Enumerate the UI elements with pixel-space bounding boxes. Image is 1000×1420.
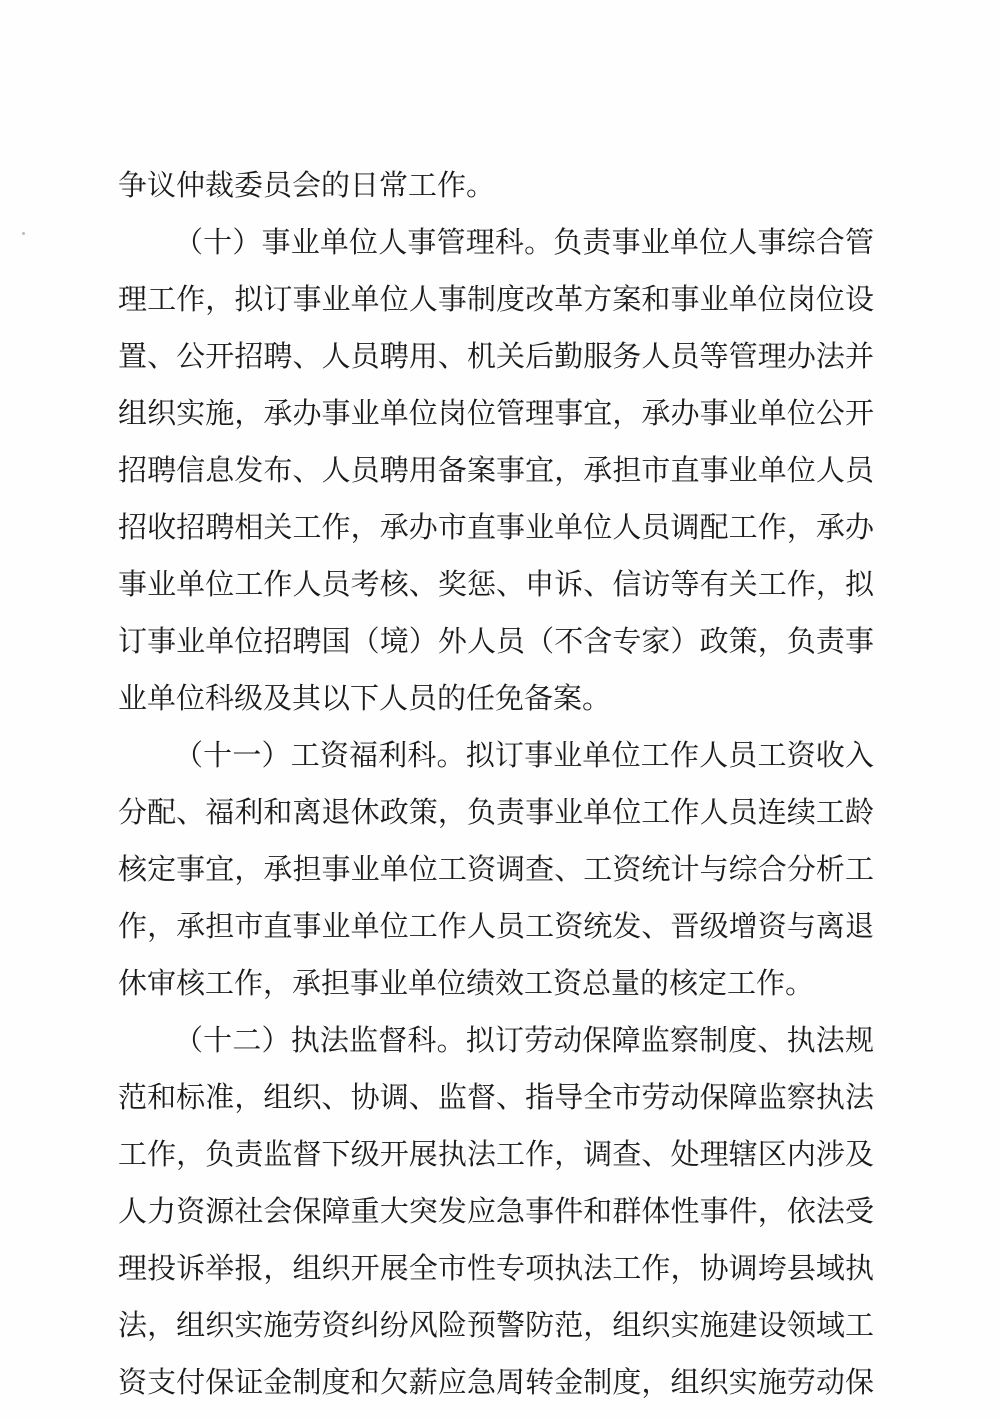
text-line-6: 招聘信息发布、人员聘用备案事宜，承担市直事业单位人员 [118,453,874,487]
text-line-20: 理投诉举报，组织开展全市性专项执法工作，协调垮县域执 [118,1251,874,1285]
text-line-9: 订事业单位招聘国（境）外人员（不含专家）政策，负责事 [118,624,874,658]
text-line-4: 置、公开招聘、人员聘用、机关后勤服务人员等管理办法并 [118,339,874,373]
text-line-10: 业单位科级及其以下人员的任免备案。 [118,681,612,715]
text-line-7: 招收招聘相关工作，承办市直事业单位人员调配工作，承办 [118,510,874,544]
text-line-12: 分配、福利和离退休政策，负责事业单位工作人员连续工龄 [118,795,874,829]
text-line-2: （十）事业单位人事管理科。负责事业单位人事综合管 [174,225,874,259]
text-line-11: （十一）工资福利科。拟订事业单位工作人员工资收入 [174,738,874,772]
text-line-22: 资支付保证金制度和欠薪应急周转金制度，组织实施劳动保 [118,1365,874,1399]
text-line-1: 争议仲裁委员会的日常工作。 [118,168,496,202]
text-line-15: 休审核工作，承担事业单位绩效工资总量的核定工作。 [118,966,815,1000]
text-line-16: （十二）执法监督科。拟订劳动保障监察制度、执法规 [174,1023,874,1057]
text-line-21: 法，组织实施劳资纠纷风险预警防范，组织实施建设领域工 [118,1308,874,1342]
text-line-8: 事业单位工作人员考核、奖惩、申诉、信访等有关工作，拟 [118,567,874,601]
text-line-18: 工作，负责监督下级开展执法工作，调查、处理辖区内涉及 [118,1137,874,1171]
text-line-19: 人力资源社会保障重大突发应急事件和群体性事件，依法受 [118,1194,874,1228]
scan-speck [22,232,25,235]
text-line-5: 组织实施，承办事业单位岗位管理事宜，承办事业单位公开 [118,396,874,430]
text-line-14: 作，承担市直事业单位工作人员工资统发、晋级增资与离退 [118,909,874,943]
text-line-3: 理工作，拟订事业单位人事制度改革方案和事业单位岗位设 [118,282,874,316]
text-line-17: 范和标准，组织、协调、监督、指导全市劳动保障监察执法 [118,1080,874,1114]
text-line-13: 核定事宜，承担事业单位工资调查、工资统计与综合分析工 [118,852,874,886]
